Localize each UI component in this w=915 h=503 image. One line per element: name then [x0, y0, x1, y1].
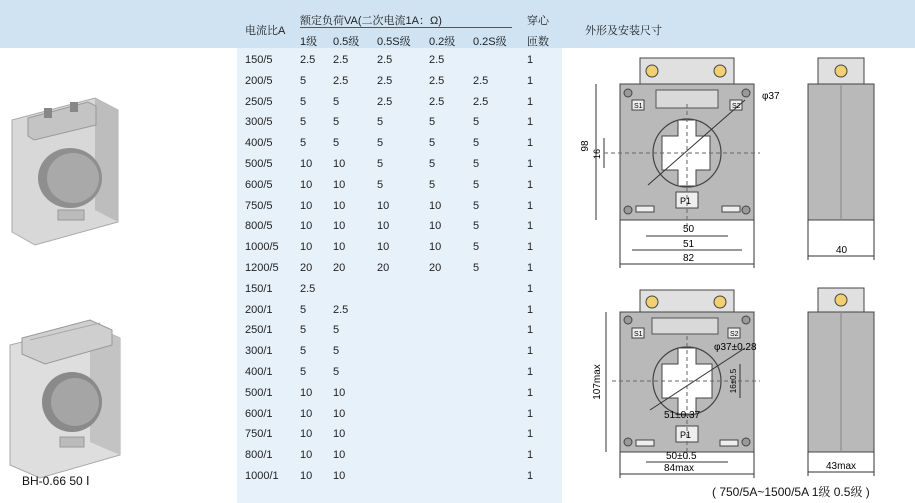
- cell-c05s: 5: [377, 178, 384, 191]
- cell-c05s: 5: [377, 116, 384, 129]
- cell-c02: 10: [429, 220, 442, 233]
- cell-c02s: 5: [473, 178, 480, 191]
- cell-c1: 5: [300, 74, 307, 87]
- label-top-p1: P1: [680, 196, 692, 206]
- cell-c05s: 2.5: [377, 74, 393, 87]
- cell-c1: 5: [300, 366, 307, 378]
- dim-top-overall-width: 82: [683, 253, 695, 264]
- cell-turns: 1: [527, 95, 534, 108]
- product-photo-top: [12, 98, 118, 245]
- cell-turns: 1: [527, 407, 534, 420]
- cell-turns: 1: [527, 137, 534, 150]
- cell-turns: 1: [527, 282, 534, 295]
- dim-top-inner-width: 50: [683, 224, 695, 235]
- cell-c02: 2.5: [429, 54, 445, 66]
- cell-c1: 2.5: [300, 282, 316, 295]
- label-top-s2: S2: [732, 103, 741, 110]
- dim-top-height: 98: [580, 140, 591, 152]
- cell-c05: 20: [333, 262, 346, 274]
- product-photo-bottom: [10, 320, 120, 478]
- dim-bottom-inner-width: 50±0.5: [666, 451, 697, 462]
- cell-ratio: 600/1: [245, 407, 273, 420]
- cell-c1: 20: [300, 262, 313, 274]
- cell-c1: 2.5: [300, 54, 316, 66]
- cell-c02s: 5: [473, 116, 480, 129]
- cell-ratio: 750/5: [245, 199, 273, 212]
- ratio-header: 电流比A: [245, 25, 286, 37]
- cell-c05: 10: [333, 178, 346, 191]
- cell-c05: 10: [333, 386, 346, 399]
- cell-turns: 1: [527, 470, 534, 482]
- cell-turns: 1: [527, 199, 534, 212]
- cell-c02: 5: [429, 158, 436, 170]
- cell-c02: 2.5: [429, 95, 445, 108]
- cell-c02s: 5: [473, 220, 480, 233]
- cell-ratio: 1000/5: [245, 241, 279, 254]
- cell-c05s: 2.5: [377, 95, 393, 108]
- cell-turns: 1: [527, 366, 534, 378]
- drawing-top-front: [596, 58, 760, 268]
- cell-ratio: 150/5: [245, 54, 273, 66]
- cell-c02s: 5: [473, 137, 480, 150]
- cell-turns: 1: [527, 428, 534, 441]
- class-header-02: 0.2级: [429, 36, 456, 48]
- label-bottom-p1: P1: [680, 430, 692, 440]
- cell-c1: 10: [300, 449, 313, 462]
- cell-ratio: 800/5: [245, 220, 273, 233]
- cell-c02: 5: [429, 116, 436, 129]
- cell-c02: 5: [429, 178, 436, 191]
- dim-bottom-overall-width: 84max: [664, 463, 695, 474]
- cell-ratio: 500/1: [245, 386, 273, 399]
- cell-c05: 2.5: [333, 74, 349, 87]
- cell-turns: 1: [527, 262, 534, 274]
- cell-c05: 5: [333, 366, 340, 378]
- cell-c02s: 5: [473, 262, 480, 274]
- label-top-s1: S1: [634, 103, 643, 110]
- cell-c02: 2.5: [429, 74, 445, 87]
- cell-c1: 10: [300, 178, 313, 191]
- cell-c05: 10: [333, 241, 346, 254]
- cell-turns: 1: [527, 303, 534, 316]
- cell-c05: 10: [333, 220, 346, 233]
- drawing-bottom-side: [808, 288, 874, 476]
- cell-ratio: 250/5: [245, 95, 273, 108]
- cell-ratio: 150/1: [245, 282, 273, 295]
- cell-c05: 5: [333, 345, 340, 358]
- cell-ratio: 600/5: [245, 178, 273, 191]
- cell-c1: 10: [300, 407, 313, 420]
- dim-bottom-height: 107max: [592, 364, 603, 400]
- cell-turns: 1: [527, 345, 534, 358]
- turns-header-line2: 匝数: [527, 36, 549, 48]
- product-caption: BH-0.66 50 Ⅰ: [22, 474, 90, 488]
- cell-ratio: 750/1: [245, 428, 273, 441]
- dim-bottom-diameter: φ37±0.28: [714, 342, 757, 353]
- cell-c1: 5: [300, 303, 307, 316]
- cell-ratio: 500/5: [245, 158, 273, 170]
- cell-ratio: 200/5: [245, 74, 273, 87]
- cell-c02s: 5: [473, 241, 480, 254]
- dim-top-window: 16: [592, 148, 602, 160]
- cell-c1: 10: [300, 386, 313, 399]
- dim-top-mid-width: 51: [683, 239, 695, 250]
- cell-turns: 1: [527, 116, 534, 129]
- cell-turns: 1: [527, 54, 534, 66]
- dim-top-diameter: φ37: [762, 91, 780, 102]
- cell-ratio: 400/1: [245, 366, 273, 378]
- cell-c05s: 2.5: [377, 54, 393, 66]
- cell-ratio: 300/1: [245, 345, 273, 358]
- cell-turns: 1: [527, 74, 534, 87]
- cell-ratio: 200/1: [245, 303, 273, 316]
- label-bottom-s1: S1: [634, 331, 643, 338]
- dim-top-depth: 40: [836, 245, 848, 256]
- cell-c05s: 10: [377, 199, 390, 212]
- cell-turns: 1: [527, 241, 534, 254]
- cell-ratio: 1200/5: [245, 262, 279, 274]
- cell-c02: 10: [429, 199, 442, 212]
- cell-c05s: 20: [377, 262, 390, 274]
- cell-c1: 5: [300, 324, 307, 337]
- cell-turns: 1: [527, 220, 534, 233]
- class-header-1: 1级: [300, 36, 318, 48]
- cell-c1: 5: [300, 137, 307, 150]
- cell-turns: 1: [527, 158, 534, 170]
- cell-c02s: 5: [473, 199, 480, 212]
- cell-turns: 1: [527, 324, 534, 337]
- cell-c1: 10: [300, 428, 313, 441]
- cell-c05: 10: [333, 428, 346, 441]
- cell-c1: 10: [300, 158, 313, 170]
- cell-c05s: 5: [377, 137, 384, 150]
- cell-ratio: 400/5: [245, 137, 273, 150]
- cell-c05: 5: [333, 116, 340, 129]
- cell-c1: 5: [300, 95, 307, 108]
- range-note: ( 750/5A~1500/5A 1级 0.5级 ): [712, 485, 870, 499]
- cell-ratio: 300/5: [245, 116, 273, 129]
- cell-c05: 10: [333, 407, 346, 420]
- cell-c05: 2.5: [333, 54, 349, 66]
- cell-c02s: 5: [473, 158, 480, 170]
- class-header-05s: 0.5S级: [377, 36, 411, 48]
- dim-bottom-depth: 43max: [826, 461, 857, 472]
- cell-c1: 5: [300, 116, 307, 129]
- cell-c05: 10: [333, 470, 346, 482]
- load-header: 额定负荷VA(二次电流1A：Ω): [300, 15, 442, 27]
- dim-bottom-mid-width: 51±0.37: [664, 410, 701, 421]
- label-bottom-s2: S2: [730, 331, 739, 338]
- cell-c1: 10: [300, 220, 313, 233]
- cell-ratio: 250/1: [245, 324, 273, 337]
- cell-c05: 2.5: [333, 303, 349, 316]
- turns-header-line1: 穿心: [527, 15, 549, 27]
- cell-turns: 1: [527, 386, 534, 399]
- cell-ratio: 800/1: [245, 449, 273, 462]
- cell-c1: 10: [300, 241, 313, 254]
- cell-c1: 10: [300, 199, 313, 212]
- cell-c05: 5: [333, 137, 340, 150]
- cell-c02: 10: [429, 241, 442, 254]
- cell-c02: 20: [429, 262, 442, 274]
- cell-c05: 10: [333, 199, 346, 212]
- cell-c02s: 2.5: [473, 95, 489, 108]
- dim-bottom-window: 16±0.5: [729, 368, 738, 394]
- cell-c05: 5: [333, 95, 340, 108]
- cell-c05: 10: [333, 158, 346, 170]
- cell-c05s: 10: [377, 220, 390, 233]
- cell-ratio: 1000/1: [245, 470, 279, 482]
- class-header-02s: 0.2S级: [473, 36, 507, 48]
- cell-c05s: 10: [377, 241, 390, 254]
- class-header-05: 0.5级: [333, 36, 360, 48]
- cell-c05: 5: [333, 324, 340, 337]
- cell-c05: 10: [333, 449, 346, 462]
- cell-c02s: 2.5: [473, 74, 489, 87]
- cell-c05s: 5: [377, 158, 384, 170]
- cell-c02: 5: [429, 137, 436, 150]
- cell-turns: 1: [527, 178, 534, 191]
- cell-c1: 10: [300, 470, 313, 482]
- cell-turns: 1: [527, 449, 534, 462]
- cell-c1: 5: [300, 345, 307, 358]
- dimensions-header: 外形及安装尺寸: [585, 25, 662, 37]
- drawing-top-side: [808, 58, 874, 260]
